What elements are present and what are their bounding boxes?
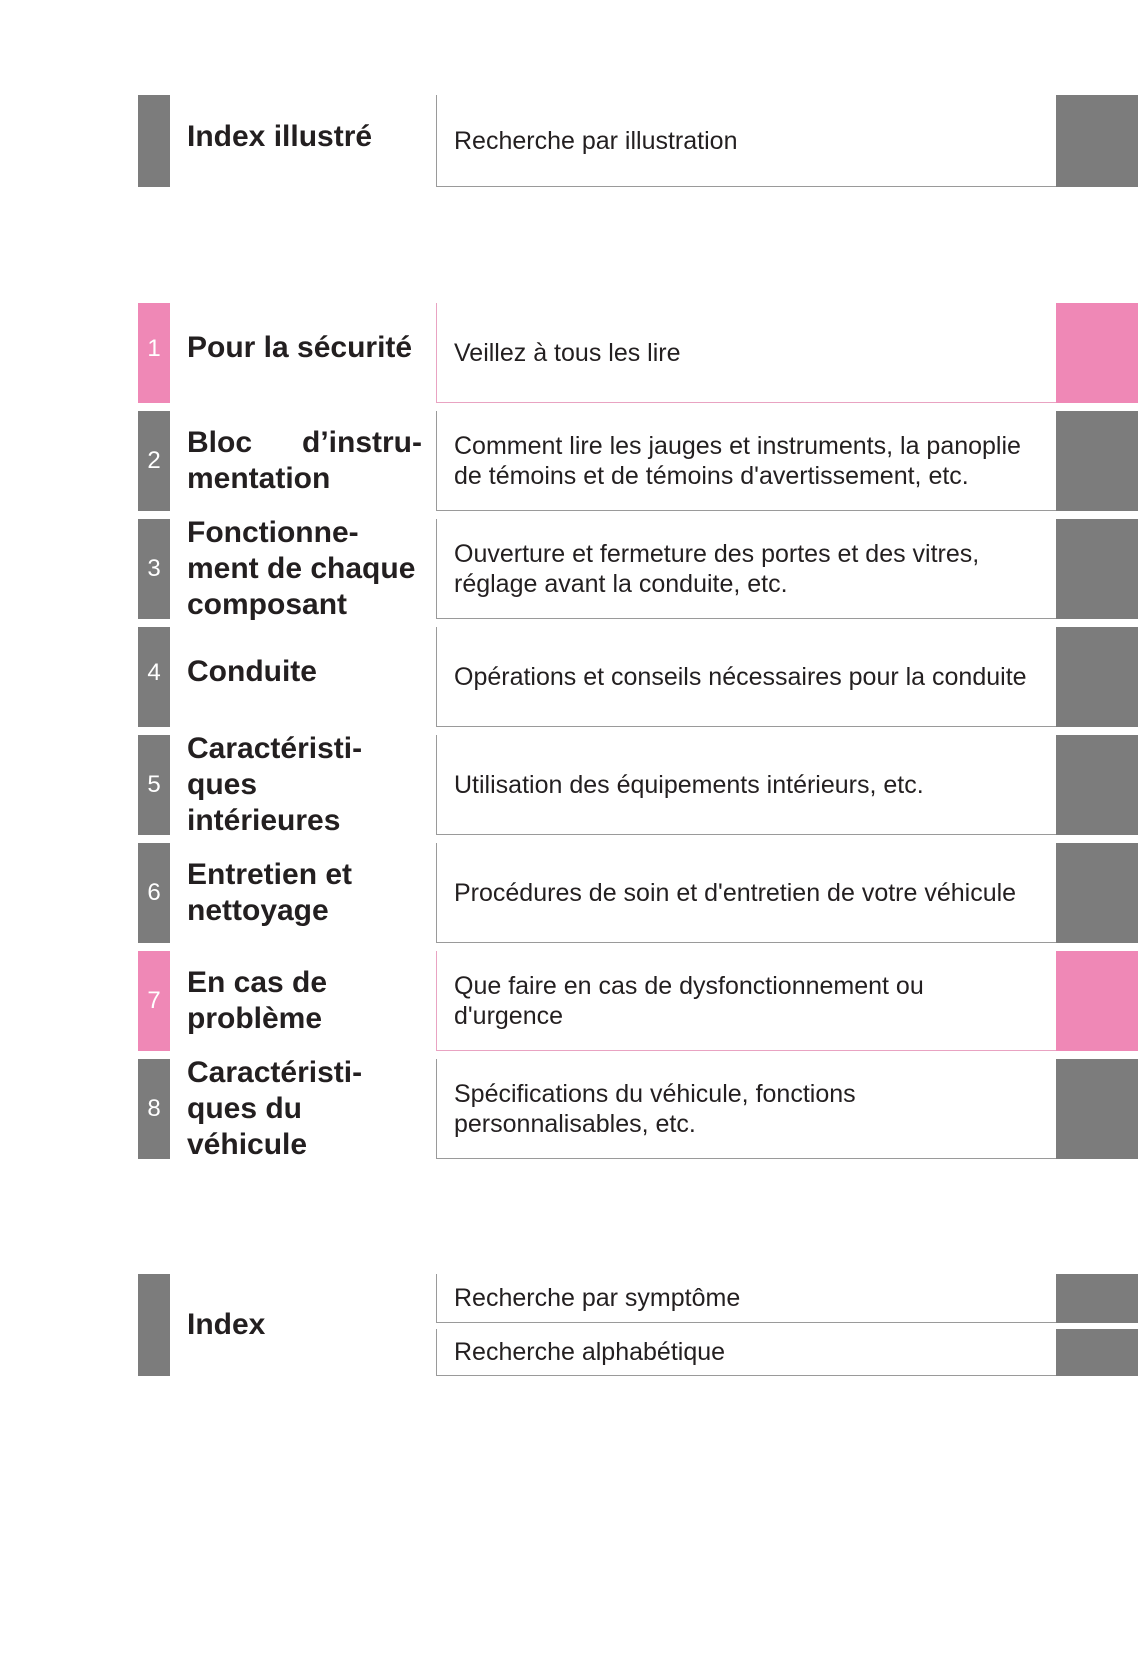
chapter-title-7: En cas de problème: [187, 966, 328, 1035]
chapter-title-6: Entretien et nettoyage: [187, 858, 353, 927]
chapter-row-1[interactable]: [0, 303, 1142, 403]
chapter-description-5[interactable]: Utilisation des équipements intérieurs, etc.: [436, 735, 1056, 835]
illustrated-index-title: Index illustré: [187, 120, 373, 153]
chapter-title-2-line-1: Bloc d’instru-: [187, 426, 422, 459]
chapter-tab-6[interactable]: [1056, 843, 1138, 943]
chapter-row-8[interactable]: [0, 1056, 1142, 1161]
chapter-description-3[interactable]: Ouverture et fermeture des portes et des vitres, réglage avant la conduite, etc.: [436, 519, 1056, 619]
chapter-number-6: 6: [138, 843, 170, 943]
chapter-number-2: 2: [138, 411, 170, 511]
chapter-tab-8[interactable]: [1056, 1059, 1138, 1159]
chapter-tab-7[interactable]: [1056, 951, 1138, 1051]
chapter-description-1[interactable]: Veillez à tous les lire: [436, 303, 1056, 403]
illustrated-index-description[interactable]: Recherche par illustration: [436, 95, 1056, 187]
chapter-tab-2[interactable]: [1056, 411, 1138, 511]
chapter-row-3[interactable]: [0, 516, 1142, 621]
chapter-tab-3[interactable]: [1056, 519, 1138, 619]
section-marker-bar: [138, 95, 170, 187]
chapter-number-4: 4: [138, 627, 170, 727]
chapter-title-2-line-2: mentation: [187, 462, 331, 495]
chapter-number-8: 8: [138, 1059, 170, 1159]
chapter-tab-1[interactable]: [1056, 303, 1138, 403]
illustrated-index-tab[interactable]: [1056, 95, 1138, 187]
chapter-number-5: 5: [138, 735, 170, 835]
chapter-description-2[interactable]: Comment lire les jauges et instruments, la panoplie de témoins et de témoins d'avertissement, etc.: [436, 411, 1056, 511]
chapter-description-8[interactable]: Spécifications du véhicule, fonctions personnalisables, etc.: [436, 1059, 1056, 1159]
illustrated-index-row[interactable]: [0, 95, 1142, 187]
chapter-row-2[interactable]: [0, 411, 1142, 511]
chapter-number-7: 7: [138, 951, 170, 1051]
chapter-title-5: Caractéristi- ques intérieures: [187, 732, 363, 837]
chapter-description-6[interactable]: Procédures de soin et d'entretien de votre véhicule: [436, 843, 1056, 943]
index-title: Index: [187, 1308, 266, 1341]
chapter-title-8: Caractéristi- ques du véhicule: [187, 1056, 363, 1161]
chapter-tab-5[interactable]: [1056, 735, 1138, 835]
chapter-row-6[interactable]: [0, 843, 1142, 943]
chapter-tab-4[interactable]: [1056, 627, 1138, 727]
chapter-title-4: Conduite: [187, 655, 317, 688]
symptom-search-link[interactable]: Recherche par symptôme: [436, 1274, 1056, 1323]
index-symptom-row[interactable]: [0, 1274, 1142, 1323]
chapter-row-5[interactable]: [0, 732, 1142, 837]
chapter-number-1: 1: [138, 303, 170, 403]
alphabetical-search-tab[interactable]: [1056, 1329, 1138, 1376]
chapter-row-4[interactable]: [0, 627, 1142, 727]
chapter-row-7[interactable]: [0, 951, 1142, 1051]
chapter-description-4[interactable]: Opérations et conseils nécessaires pour la conduite: [436, 627, 1056, 727]
alphabetical-search-link[interactable]: Recherche alphabétique: [436, 1329, 1056, 1376]
chapter-title-3: Fonctionne- ment de chaque composant: [187, 516, 416, 621]
symptom-search-tab[interactable]: [1056, 1274, 1138, 1323]
chapter-number-3: 3: [138, 519, 170, 619]
index-alphabetical-row[interactable]: [0, 1329, 1142, 1376]
chapter-description-7[interactable]: Que faire en cas de dysfonctionnement ou d'urgence: [436, 951, 1056, 1051]
chapter-title-2: [187, 411, 422, 511]
chapter-title-1: Pour la sécurité: [187, 331, 413, 364]
